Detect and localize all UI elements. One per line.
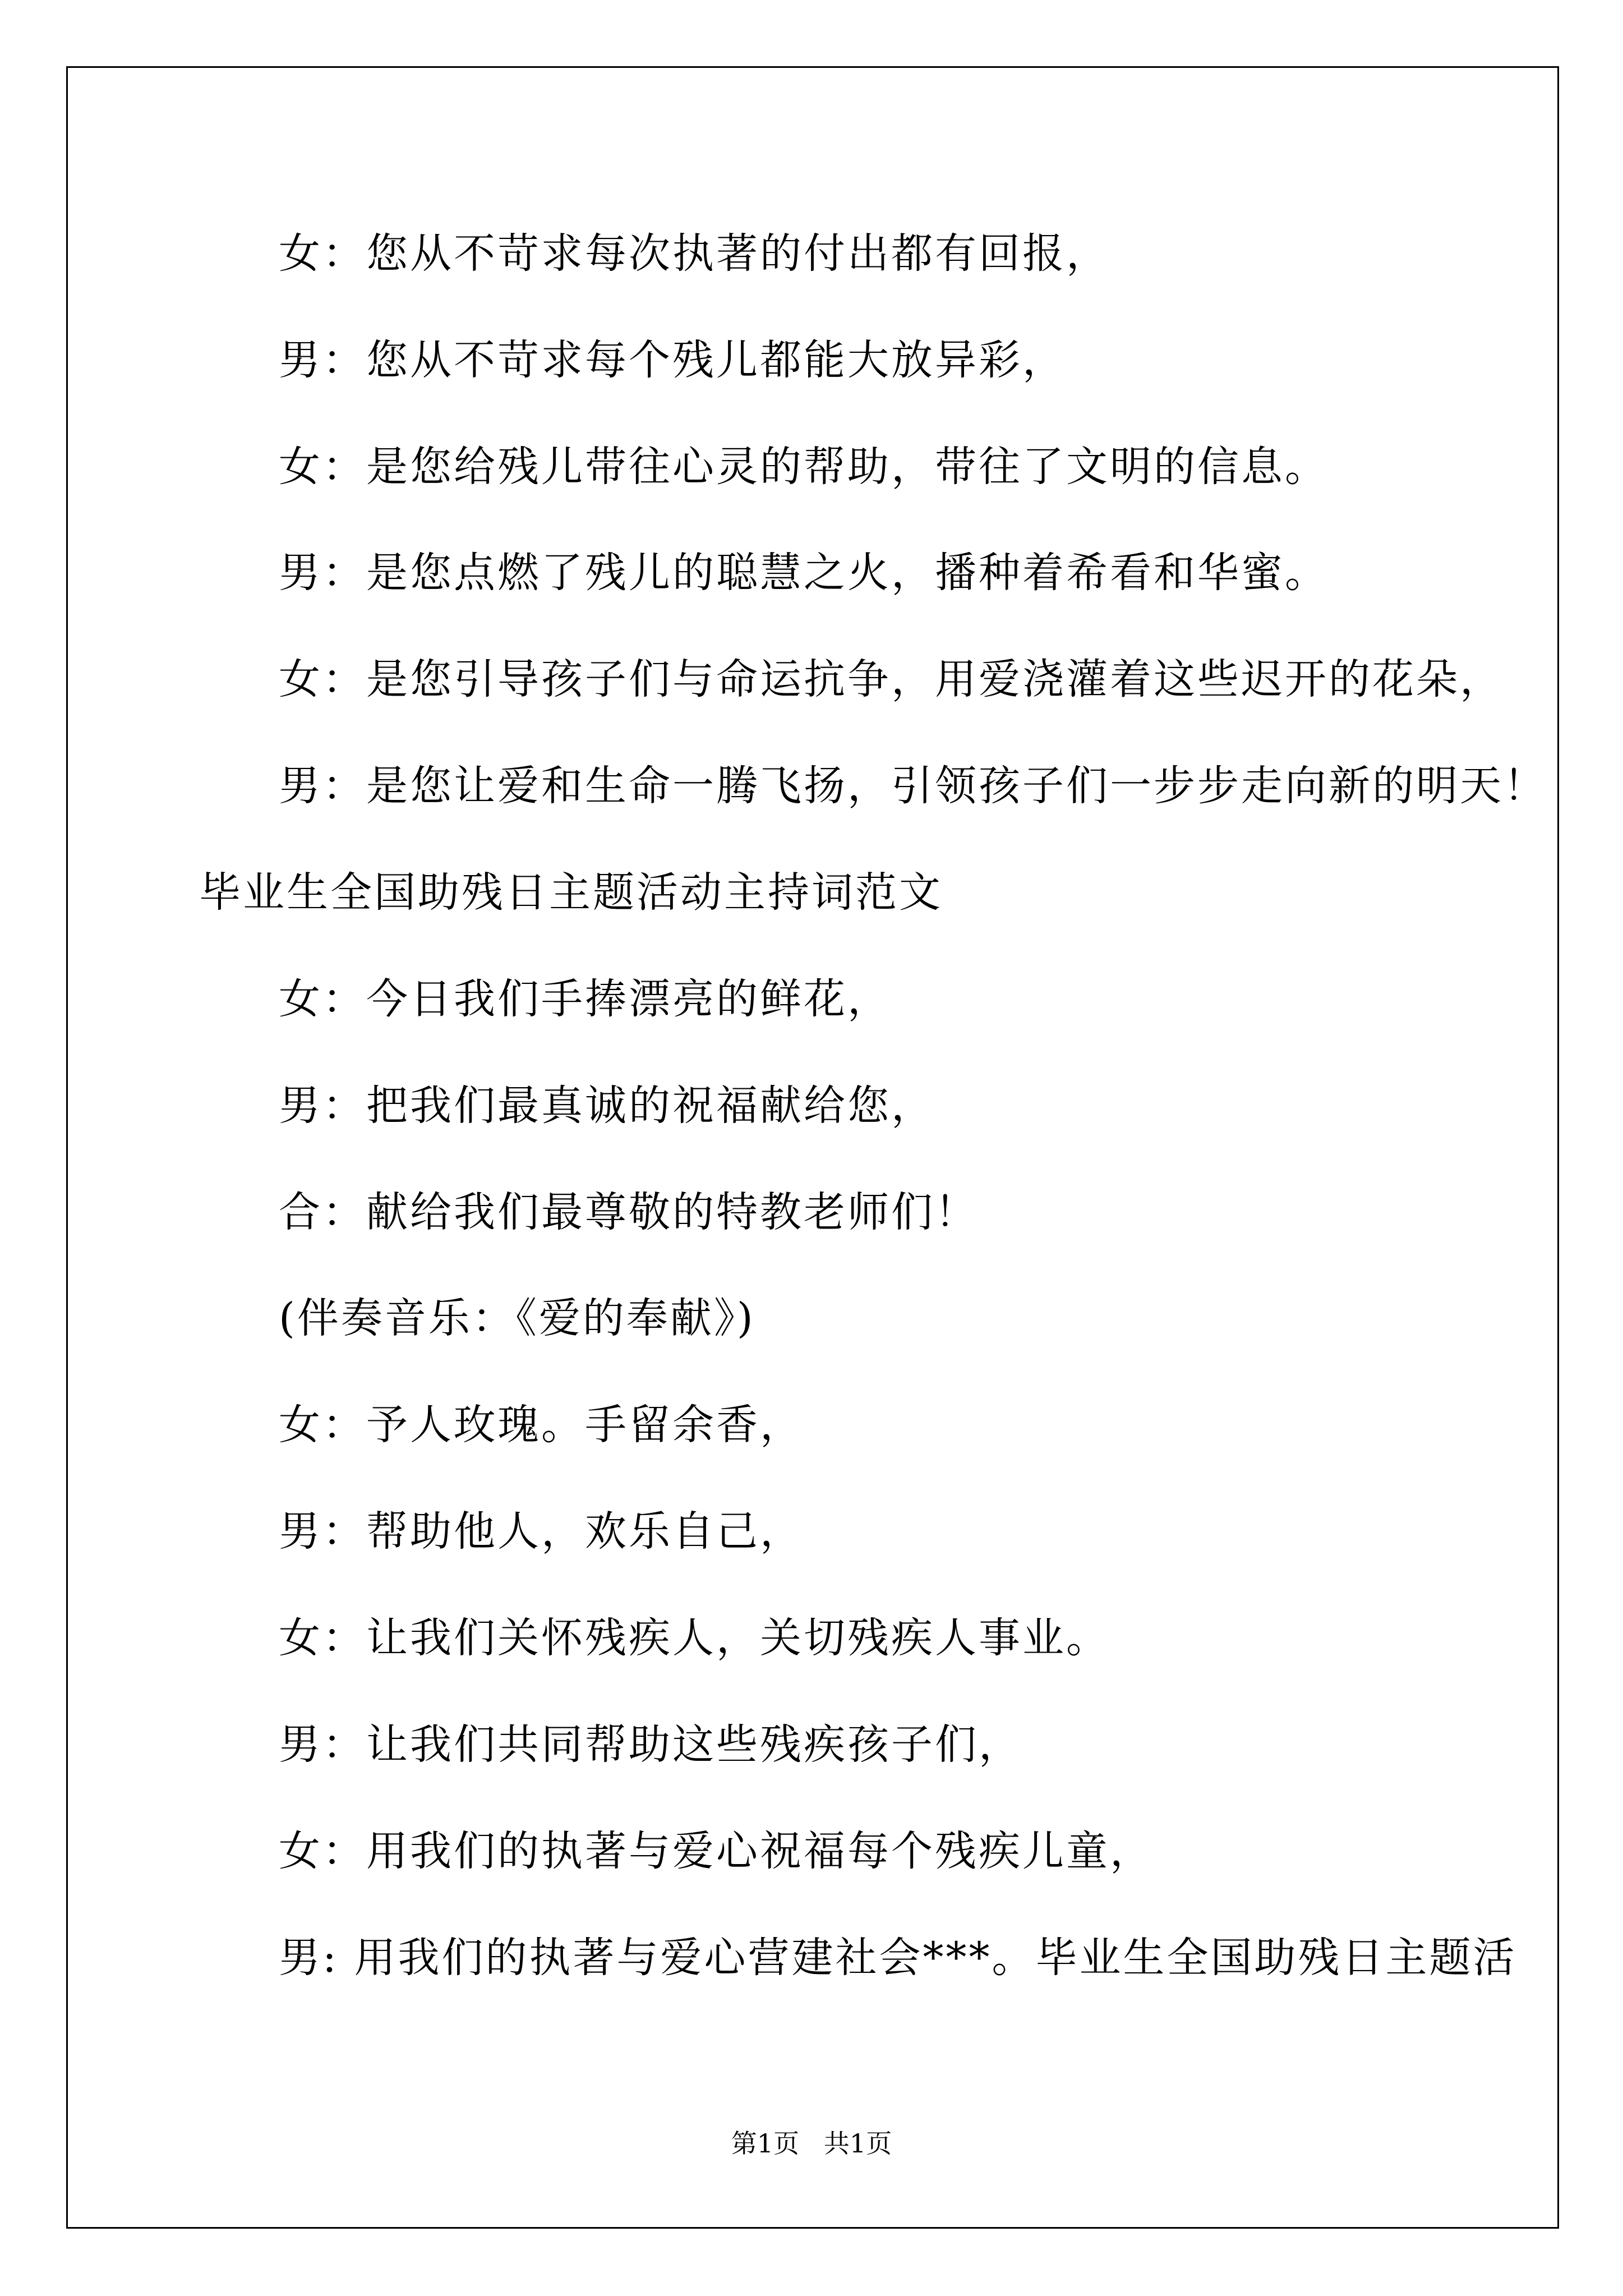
dialogue-line-12: 女：让我们关怀残疾人，关切残疾人事业。 <box>279 1614 1110 1662</box>
dialogue-line-8: 男：把我们最真诚的祝福献给您， <box>279 1082 935 1130</box>
dialogue-line-13: 男：让我们共同帮助这些残疾孩子们， <box>279 1720 1022 1769</box>
dialogue-line-15: 男: 用我们的执著与爱心营建社会***。毕业生全国助残日主题活 <box>279 1934 1517 1982</box>
dialogue-line-4: 男：是您点燃了残儿的聪慧之火，播种着希看和华蜜。 <box>279 549 1329 597</box>
dialogue-line-5: 女：是您引导孩子们与命运抗争，用爱浇灌着这些迟开的花朵， <box>279 655 1504 703</box>
music-note-line: (伴奏音乐：《爱的奉献》) <box>279 1294 755 1342</box>
dialogue-line-3: 女：是您给残儿带往心灵的帮助，带往了文明的信息。 <box>279 443 1329 491</box>
dialogue-line-9: 合：献给我们最尊敬的特教老师们！ <box>279 1188 979 1236</box>
dialogue-line-1: 女：您从不苛求每次执著的付出都有回报， <box>279 229 1110 278</box>
dialogue-line-6: 男：是您让爱和生命一腾飞扬，引领孩子们一步步走向新的明天！ <box>279 762 1547 810</box>
dialogue-line-10: 女：予人玫瑰。手留余香， <box>279 1401 804 1449</box>
page-footer: 第1页 共1页 <box>731 2128 892 2159</box>
page-frame <box>66 66 1559 2229</box>
dialogue-line-2: 男：您从不苛求每个残儿都能大放异彩， <box>279 336 1066 384</box>
dialogue-line-7: 女：今日我们手捧漂亮的鲜花， <box>279 975 891 1023</box>
section-title: 毕业生全国助残日主题活动主持词范文 <box>199 868 943 917</box>
dialogue-line-11: 男：帮助他人，欢乐自己， <box>279 1507 804 1556</box>
dialogue-line-14: 女：用我们的执著与爱心祝福每个残疾儿童， <box>279 1827 1154 1875</box>
